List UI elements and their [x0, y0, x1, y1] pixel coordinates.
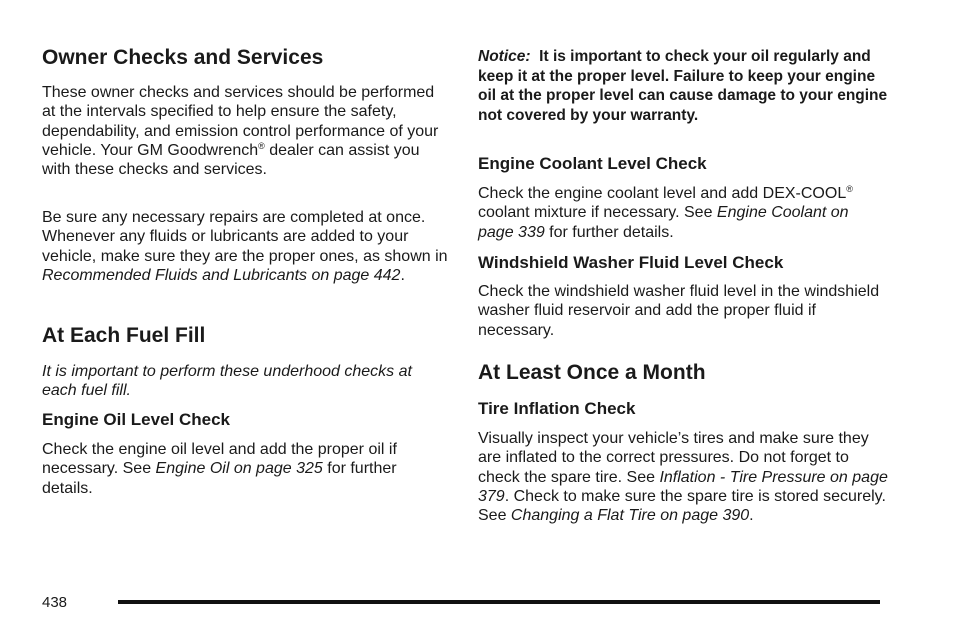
tire-text-end: . [749, 507, 754, 525]
once-a-month-heading: At Least Once a Month [478, 361, 706, 384]
tire-inflation-heading: Tire Inflation Check [478, 399, 636, 418]
fuel-fill-heading: At Each Fuel Fill [42, 324, 206, 347]
tire-reference-1: Inflation - Tire Pressure on page 379 [478, 468, 888, 505]
notice-label: Notice: [478, 48, 531, 65]
owner-p2-text: Be sure any necessary repairs are completed at once. Whenever any fluids or lubricants are added to your vehicle, make sure they are the proper ones, as shown in [42, 209, 448, 265]
washer-heading: Windshield Washer Fluid Level Check [478, 253, 784, 272]
owner-p1-text-a: These owner checks and services should be performed at the intervals specified to help ensure the safety, dependability, and emission control performance of your vehicle. Your GM Goodwrench [42, 84, 439, 159]
owner-checks-paragraph-1 [42, 83, 450, 179]
registered-mark: ® [846, 184, 853, 194]
owner-p1-text-b: dealer can assist you with these checks and services. [42, 141, 420, 179]
owner-checks-paragraph-2 [42, 208, 450, 285]
engine-oil-heading: Engine Oil Level Check [42, 410, 231, 429]
page-number: 438 [42, 594, 68, 611]
coolant-text-c: for further details. [544, 223, 674, 241]
footer-rule [118, 600, 880, 604]
coolant-text-b: coolant mixture if necessary. See [478, 204, 717, 222]
tire-inflation-paragraph [478, 429, 888, 525]
tire-text-b: . Check to make sure the spare tire is stored securely. See [478, 487, 886, 525]
engine-oil-paragraph [42, 440, 450, 498]
coolant-heading: Engine Coolant Level Check [478, 154, 707, 173]
coolant-reference: Engine Coolant on page 339 [478, 204, 849, 241]
notice-text: It is important to check your oil regularly and keep it at the proper level. Failure to keep your engine oil at the proper level can cause damage to your engine not covered by your warranty. [478, 48, 888, 124]
washer-paragraph: Check the windshield washer fluid level in the windshield washer fluid reservoir and add the proper fluid if necessary. [478, 283, 880, 339]
oil-text-b: for further details. [42, 460, 397, 497]
oil-reference: Engine Oil on page 325 [155, 460, 323, 478]
tire-text-a: Visually inspect your vehicle’s tires and make sure they are inflated to the correct pressures. Do not forget to check the spare tire. See [478, 430, 869, 486]
owner-checks-heading: Owner Checks and Services [42, 46, 324, 69]
fuel-fill-intro-text: It is important to perform these underhood checks at each fuel fill. [42, 363, 412, 400]
owner-p2-end: . [400, 266, 405, 284]
coolant-paragraph [478, 184, 888, 242]
tire-reference-2: Changing a Flat Tire on page 390 [510, 507, 750, 525]
oil-text-a: Check the engine oil level and add the proper oil if necessary. See [42, 441, 397, 478]
notice-paragraph [478, 47, 888, 125]
coolant-text-a: Check the engine coolant level and add DEX-COOL [478, 185, 847, 202]
owner-p2-reference: Recommended Fluids and Lubricants on page 442 [42, 266, 401, 284]
fuel-fill-intro [42, 362, 450, 401]
registered-mark: ® [258, 140, 265, 151]
